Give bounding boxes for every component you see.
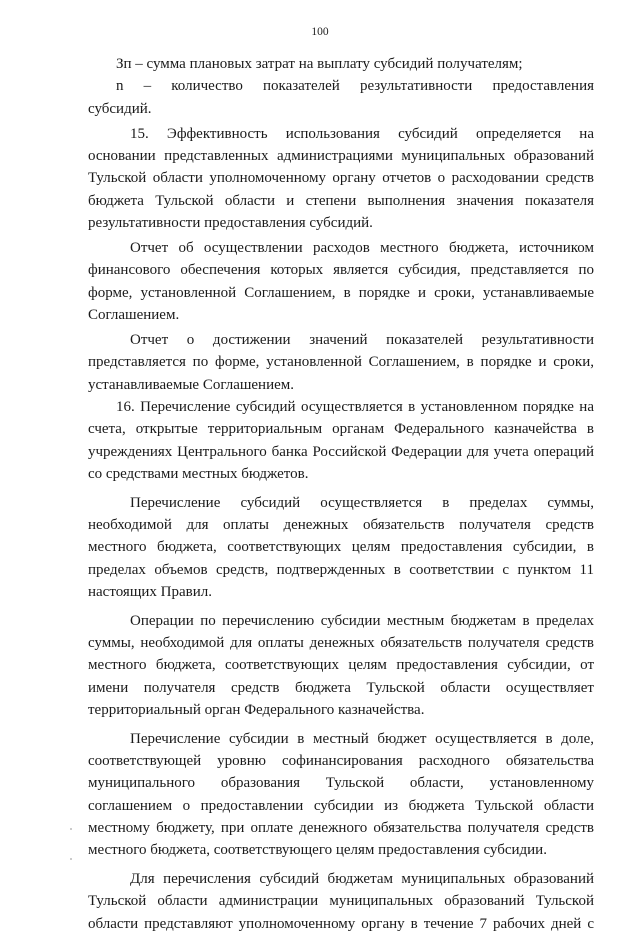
- text-line: Перечисление субсидии в местный бюджет осуществляется в доле,: [130, 730, 594, 747]
- paragraph: [88, 53, 594, 120]
- text-line: основании представленных администрациями муниципальных образований: [88, 147, 594, 164]
- text-line: представляется по форме, установленной Соглашением, в порядке и сроки,: [88, 354, 594, 371]
- text-line: местному бюджету, при оплате денежного обязательства получателя средств: [88, 820, 594, 837]
- text-line: 16. Перечисление субсидий осуществляется в установленном порядке на: [116, 399, 594, 416]
- paragraph: [88, 123, 594, 235]
- text-line: необходимой для оплаты денежных обязательств получателя средств: [88, 516, 594, 533]
- paragraph: [88, 492, 594, 604]
- paragraph: [88, 728, 594, 862]
- text-line: территориальный орган Федерального казначейства.: [88, 702, 425, 719]
- text-line: местного бюджета, соответствующих целям предоставления субсидии, в: [88, 539, 594, 556]
- text-line: Отчет об осуществлении расходов местного бюджета, источником: [130, 239, 594, 256]
- text-line: бюджета Тульской области и степени выполнения значения показателя: [88, 192, 594, 209]
- scan-speck: [70, 858, 72, 860]
- text-line: Для перечисления субсидий бюджетам муниципальных образований: [130, 870, 594, 887]
- text-line: Перечисление субсидий осуществляется в пределах суммы,: [130, 494, 594, 511]
- paragraph: [88, 329, 594, 396]
- text-line: n – количество показателей результативности предоставления: [116, 78, 594, 95]
- text-line: форме, установленной Соглашением, в порядке и сроки, устанавливаемые: [88, 284, 594, 301]
- text-line: со средствами местных бюджетов.: [88, 466, 309, 483]
- text-line: соглашением о предоставлении субсидии из бюджета Тульской области: [88, 797, 594, 814]
- page-number: 100: [311, 26, 329, 38]
- text-line: учреждениях Центрального банка Российской Федерации для учета операций: [88, 443, 594, 460]
- text-line: области представляют уполномоченному органу в течение 7 рабочих дней с: [88, 915, 594, 932]
- text-line: субсидий.: [88, 100, 152, 117]
- paragraph: [88, 868, 594, 935]
- text-line: местного бюджета, соответствующего целям предоставления субсидии.: [88, 842, 547, 859]
- text-line: счета, открытые территориальным органам Федерального казначейства в: [88, 421, 594, 438]
- paragraph: [88, 396, 594, 486]
- text-line: 15. Эффективность использования субсидий определяется на: [130, 125, 594, 142]
- text-line: пределах объемов средств, подтвержденных в соответствии с пунктом 11: [88, 561, 594, 578]
- text-line: Тульской области администрации муниципальных образований Тульской: [88, 893, 594, 910]
- text-line: соответствующей уровню софинансирования расходного обязательства: [88, 752, 594, 769]
- text-line: Отчет о достижении значений показателей результативности: [130, 331, 594, 348]
- text-line: устанавливаемые Соглашением.: [88, 376, 295, 393]
- text-line: Соглашением.: [88, 307, 180, 324]
- scan-speck: [70, 828, 72, 830]
- paragraph: [88, 610, 594, 722]
- text-line: местного бюджета, соответствующих целям предоставления субсидии, от: [88, 657, 594, 674]
- text-line: имени получателя средств бюджета Тульской области осуществляет: [88, 679, 594, 696]
- text-line: Операции по перечислению субсидии местным бюджетам в пределах: [130, 612, 594, 629]
- text-line: финансового обеспечения которых является субсидия, представляется по: [88, 262, 594, 279]
- text-line: результативности предоставления субсидий.: [88, 215, 373, 232]
- text-line: настоящих Правил.: [88, 584, 212, 601]
- paragraph: [88, 237, 594, 327]
- page-body: [88, 53, 594, 935]
- text-line: суммы, необходимой для оплаты денежных обязательств получателя средств: [88, 634, 594, 651]
- text-line: Тульской области уполномоченному органу отчетов о расходовании средств: [88, 170, 594, 187]
- text-line: муниципального образования Тульской области, установленному: [88, 775, 594, 792]
- text-line: Зп – сумма плановых затрат на выплату субсидий получателям;: [116, 56, 523, 72]
